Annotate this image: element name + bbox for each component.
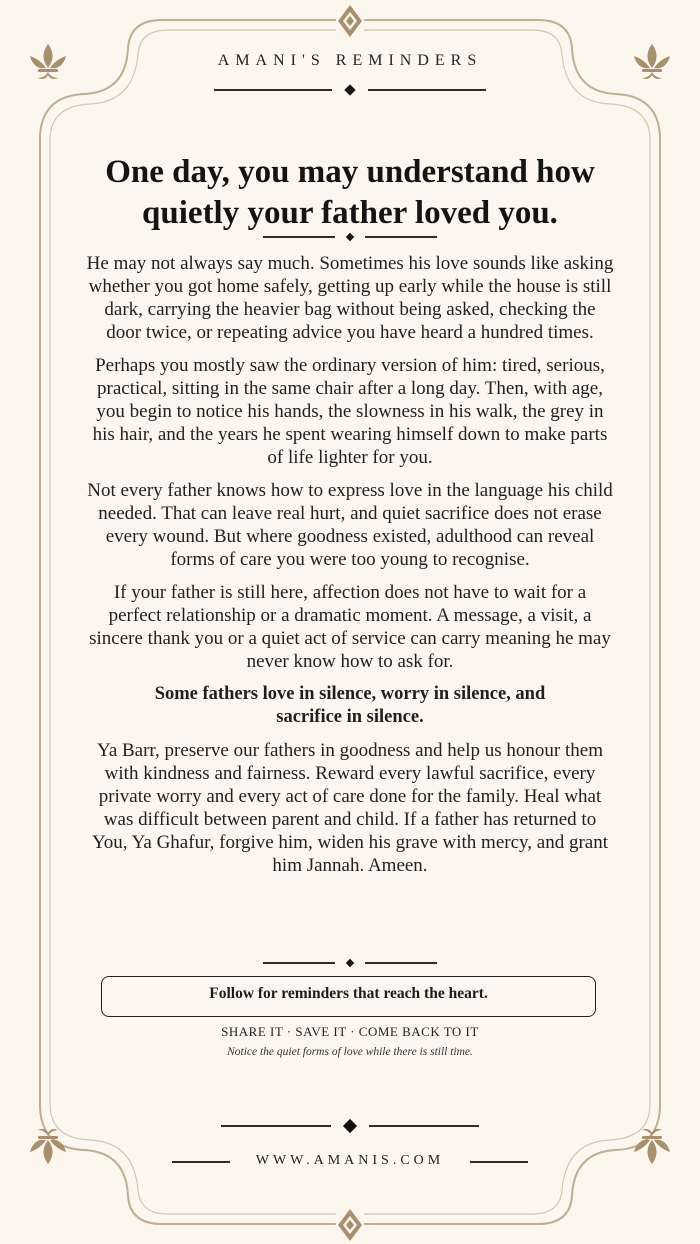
follow-button[interactable]: Follow for reminders that reach the heart. [101, 976, 596, 1017]
footer-note: Notice the quiet forms of love while there is still time. [227, 1046, 473, 1058]
footer-divider [0, 1121, 700, 1131]
top-diamond-ornament [336, 4, 364, 38]
paragraph: Not every father knows how to express love in the language his child needed. That can leave real hurt, and quiet sacrifice does not erase every wound. But where goodness existed, adulthood can reveal forms of care you were too young to recognise. [87, 480, 613, 570]
headline [60, 152, 640, 234]
paragraph: Perhaps you mostly saw the ordinary version of him: tired, serious, practical, sitting in the same chair after a long day. Then, with age, you begin to notice his hands, the slowness in his walk, the grey in his hair, and the years he spent wearing himself down to make parts of life lighter for you. [92, 355, 608, 468]
bottom-diamond-ornament [336, 1208, 364, 1242]
brand-title: AMANI'S REMINDERS [217, 52, 483, 69]
reminder-body [86, 252, 614, 887]
website-link[interactable]: WWW.AMANIS.COM [255, 1153, 445, 1168]
highlight-quote: Some fathers love in silence, worry in silence, and sacrifice in silence. [154, 684, 546, 727]
diamond-icon [343, 1119, 357, 1133]
diamond-icon [346, 959, 354, 967]
headline-line-2: quietly your father loved you. [142, 195, 558, 231]
paragraph: If your father is still here, affection does not have to wait for a perfect relationship or a dramatic moment. A message, a visit, a sincere thank you or a quiet act of service can carry meaning he may never know how to ask for. [89, 582, 611, 672]
header-divider [0, 86, 700, 94]
diamond-icon [346, 233, 354, 241]
body-divider [0, 960, 700, 966]
share-actions: SHARE IT · SAVE IT · COME BACK TO IT [221, 1024, 479, 1039]
dua-paragraph: Ya Barr, preserve our fathers in goodness and help us honour them with kindness and fairness. Reward every lawful sacrifice, every private worry and every act of care done for the family. Heal what was difficult between parent and child. If a father has returned to You, Ya Ghafur, forgive him, widen his grave with mercy, and grant him Jannah. Ameen. [91, 740, 609, 876]
headline-line-1: One day, you may understand how [105, 154, 595, 190]
paragraph: He may not always say much. Sometimes his love sounds like asking whether you got home safely, getting up early while the house is still dark, carrying the heavier bag without being asked, checking the door twice, or repeating advice you have heard a hundred times. [86, 253, 614, 343]
title-divider [0, 234, 700, 240]
diamond-icon [344, 84, 355, 95]
